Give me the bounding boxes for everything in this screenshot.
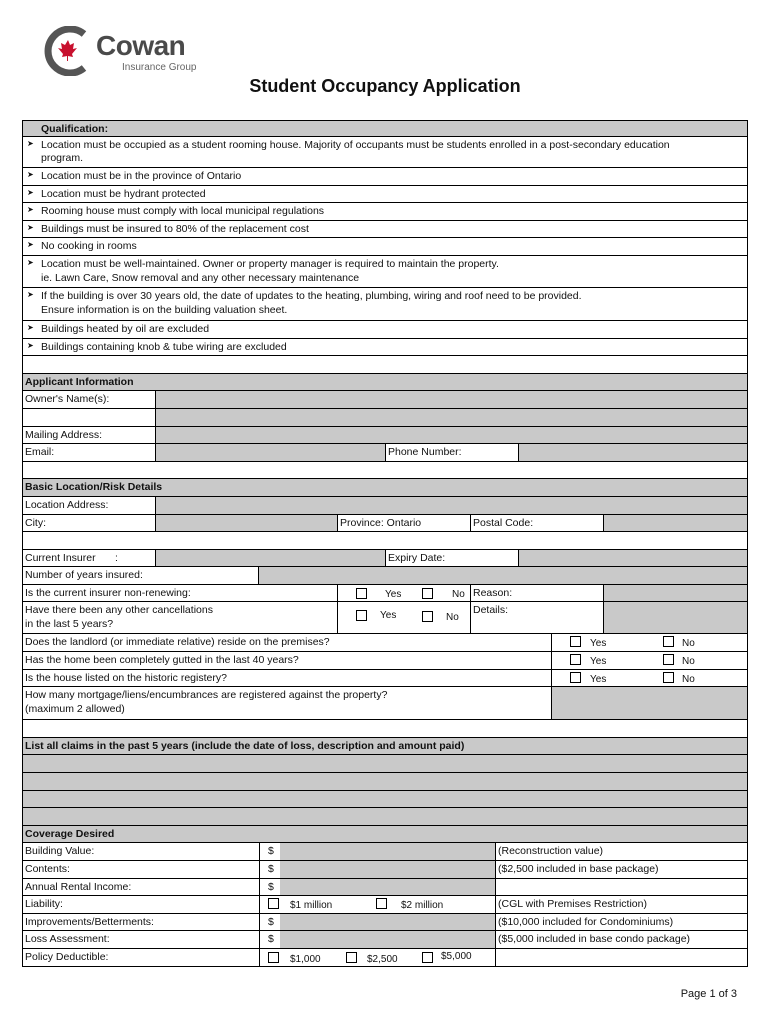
qualification-item: ➤ Location must be hydrant protected — [22, 186, 748, 204]
coverage-header: Coverage Desired — [22, 826, 748, 844]
liability-2m-checkbox[interactable] — [376, 898, 387, 909]
expiry-label-cell: Expiry Date: — [385, 550, 518, 567]
liability-row: Liability: $1 million $2 million (CGL with Premises Restriction) — [22, 896, 748, 914]
loss-assessment-row: Loss Assessment: $ ($5,000 included in base condo package) — [22, 931, 748, 949]
mailing-row: Mailing Address: — [22, 427, 748, 445]
rental-cell: $ — [259, 879, 495, 896]
cancel-yes-checkbox[interactable] — [356, 610, 367, 621]
landlord-yes-checkbox[interactable] — [570, 636, 581, 647]
improvements-row: Improvements/Betterments: $ ($10,000 included for Condominiums) — [22, 914, 748, 932]
bullet-arrow-icon: ➤ — [27, 205, 34, 215]
contents-field[interactable] — [280, 861, 495, 878]
landlord-row: Does the landlord (or immediate relative) reside on the premises? Yes No — [22, 634, 748, 652]
deductible-2500-checkbox[interactable] — [346, 952, 357, 963]
nonrenewing-row: Is the current insurer non-renewing: Yes No Reason: — [22, 585, 748, 603]
historic-yes-checkbox[interactable] — [570, 672, 581, 683]
postal-label-cell: Postal Code: — [470, 515, 603, 532]
bullet-arrow-icon: ➤ — [27, 240, 34, 250]
historic-no-checkbox[interactable] — [663, 672, 674, 683]
reason-field[interactable] — [603, 585, 747, 602]
improvements-note-cell: ($10,000 included for Condominiums) — [495, 914, 747, 931]
qualification-item: ➤ Buildings heated by oil are excluded — [22, 321, 748, 339]
rental-note-cell — [495, 879, 747, 896]
bullet-arrow-icon: ➤ — [27, 222, 34, 232]
page-title: Student Occupancy Application — [249, 76, 521, 96]
liability-1m-checkbox[interactable] — [268, 898, 279, 909]
building-value-row: Building Value: $ (Reconstruction value) — [22, 843, 748, 861]
bullet-arrow-icon: ➤ — [27, 257, 34, 267]
reason-label-cell: Reason: — [470, 585, 603, 602]
liability-choice-cell: $1 million $2 million — [259, 896, 495, 913]
qualification-header: Qualification: — [22, 120, 748, 137]
owner-name-field[interactable] — [155, 391, 747, 408]
owner-row-2 — [22, 409, 748, 427]
deductible-choice-cell: $1,000 $2,500 $5,000 — [259, 949, 495, 966]
gutted-yes-checkbox[interactable] — [570, 654, 581, 665]
gutted-choice-cell: Yes No — [551, 652, 747, 669]
claims-line-field[interactable] — [22, 773, 748, 791]
loss-note-cell: ($5,000 included in base condo package) — [495, 931, 747, 948]
contents-cell: $ — [259, 861, 495, 878]
loss-assessment-field[interactable] — [280, 931, 495, 948]
phone-field[interactable] — [518, 444, 747, 461]
improvements-field[interactable] — [280, 914, 495, 931]
rental-income-row: Annual Rental Income: $ — [22, 879, 748, 897]
postal-code-field[interactable] — [603, 515, 747, 532]
bullet-arrow-icon: ➤ — [27, 139, 34, 148]
city-row: City: Province: Ontario Postal Code: — [22, 515, 748, 533]
qualification-item: ➤ If the building is over 30 years old, the date of updates to the heating, plumbing, wiring and roof need to be provided. Ensure information is on the building valuation sheet. — [22, 288, 748, 321]
logo-wordmark: Cowan — [96, 30, 186, 61]
bullet-arrow-icon: ➤ — [27, 187, 34, 197]
historic-row: Is the house listed on the historic registery? Yes No — [22, 670, 748, 688]
cancellations-row: Have there been any other cancellations in the last 5 years? Yes No Details: — [22, 602, 748, 634]
bullet-arrow-icon: ➤ — [27, 289, 34, 299]
qualification-item: ➤ Location must be in the province of Ontario — [22, 168, 748, 186]
spacer-row — [22, 720, 748, 738]
building-note-cell: (Reconstruction value) — [495, 843, 747, 860]
phone-label-cell: Phone Number: — [385, 444, 518, 461]
bullet-arrow-icon: ➤ — [27, 322, 34, 332]
mortgage-row: How many mortgage/liens/encumbrances are registered against the property? (maximum 2 allowed) — [22, 687, 748, 720]
logo-subtitle: Insurance Group — [122, 62, 197, 73]
years-insured-field[interactable] — [258, 567, 747, 584]
email-row: Email: Phone Number: — [22, 444, 748, 462]
owner-name-field-2[interactable] — [155, 409, 747, 426]
deductible-5000-checkbox[interactable] — [422, 952, 433, 963]
qualification-item: ➤ No cooking in rooms — [22, 238, 748, 256]
maple-leaf-icon — [44, 26, 94, 76]
current-insurer-field[interactable] — [155, 550, 385, 567]
years-insured-row: Number of years insured: — [22, 567, 748, 585]
bullet-arrow-icon: ➤ — [27, 340, 34, 350]
deductible-row: Policy Deductible: $1,000 $2,500 $5,000 — [22, 949, 748, 967]
building-value-field[interactable] — [280, 843, 495, 860]
applicant-header: Applicant Information — [22, 374, 748, 392]
claims-header: List all claims in the past 5 years (include the date of loss, description and amount paid) — [22, 738, 748, 756]
mortgage-count-field[interactable] — [551, 687, 747, 719]
deductible-1000-checkbox[interactable] — [268, 952, 279, 963]
spacer-row — [22, 532, 748, 550]
nonrenew-yes-checkbox[interactable] — [356, 588, 367, 599]
owner-row: Owner's Name(s): — [22, 391, 748, 409]
contents-row: Contents: $ ($2,500 included in base package) — [22, 861, 748, 879]
loss-cell: $ — [259, 931, 495, 948]
insurer-row: Current Insurer : Expiry Date: — [22, 550, 748, 568]
city-field[interactable] — [155, 515, 337, 532]
cancel-choice-cell: Yes No — [337, 602, 470, 633]
claims-line-field[interactable] — [22, 808, 748, 826]
location-address-row: Location Address: — [22, 497, 748, 515]
application-form — [22, 120, 748, 967]
nonrenew-choice-cell: Yes No — [337, 585, 470, 602]
qualification-item: ➤ Buildings must be insured to 80% of the replacement cost — [22, 221, 748, 239]
expiry-date-field[interactable] — [518, 550, 747, 567]
province-cell: Province: Ontario — [337, 515, 470, 532]
nonrenew-no-checkbox[interactable] — [422, 588, 433, 599]
qualification-item: ➤ Rooming house must comply with local municipal regulations — [22, 203, 748, 221]
location-address-field[interactable] — [155, 497, 747, 514]
gutted-no-checkbox[interactable] — [663, 654, 674, 665]
claims-line-field[interactable] — [22, 755, 748, 773]
page-number: Page 1 of 3 — [680, 988, 737, 1000]
qualification-item: ➤ Location must be well-maintained. Owner or property manager is required to maintain the property. ie. Lawn Care, Snow removal and any other necessary maintenance — [22, 256, 748, 288]
spacer-row — [22, 356, 748, 374]
historic-choice-cell: Yes No — [551, 670, 747, 687]
liability-note-cell: (CGL with Premises Restriction) — [495, 896, 747, 913]
landlord-choice-cell: Yes No — [551, 634, 747, 651]
qualification-item: ➤ Location must be occupied as a student rooming house. Majority of occupants must be students enrolled in a post-secondary education program. — [22, 137, 748, 168]
location-header: Basic Location/Risk Details — [22, 479, 748, 497]
details-label-cell: Details: — [470, 602, 603, 633]
email-field[interactable] — [155, 444, 385, 461]
contents-note-cell: ($2,500 included in base package) — [495, 861, 747, 878]
company-logo — [44, 26, 214, 76]
landlord-no-checkbox[interactable] — [663, 636, 674, 647]
rental-income-field[interactable] — [280, 879, 495, 896]
gutted-row: Has the home been completely gutted in the last 40 years? Yes No — [22, 652, 748, 670]
bullet-arrow-icon: ➤ — [27, 170, 34, 179]
deductible-note-cell — [495, 949, 747, 966]
claims-line-field[interactable] — [22, 791, 748, 809]
cancel-no-checkbox[interactable] — [422, 611, 433, 622]
mailing-address-field[interactable] — [155, 427, 747, 444]
spacer-row — [22, 462, 748, 480]
building-value-cell: $ — [259, 843, 495, 860]
details-field[interactable] — [603, 602, 747, 633]
improvements-cell: $ — [259, 914, 495, 931]
qualification-item: ➤ Buildings containing knob & tube wiring are excluded — [22, 339, 748, 357]
